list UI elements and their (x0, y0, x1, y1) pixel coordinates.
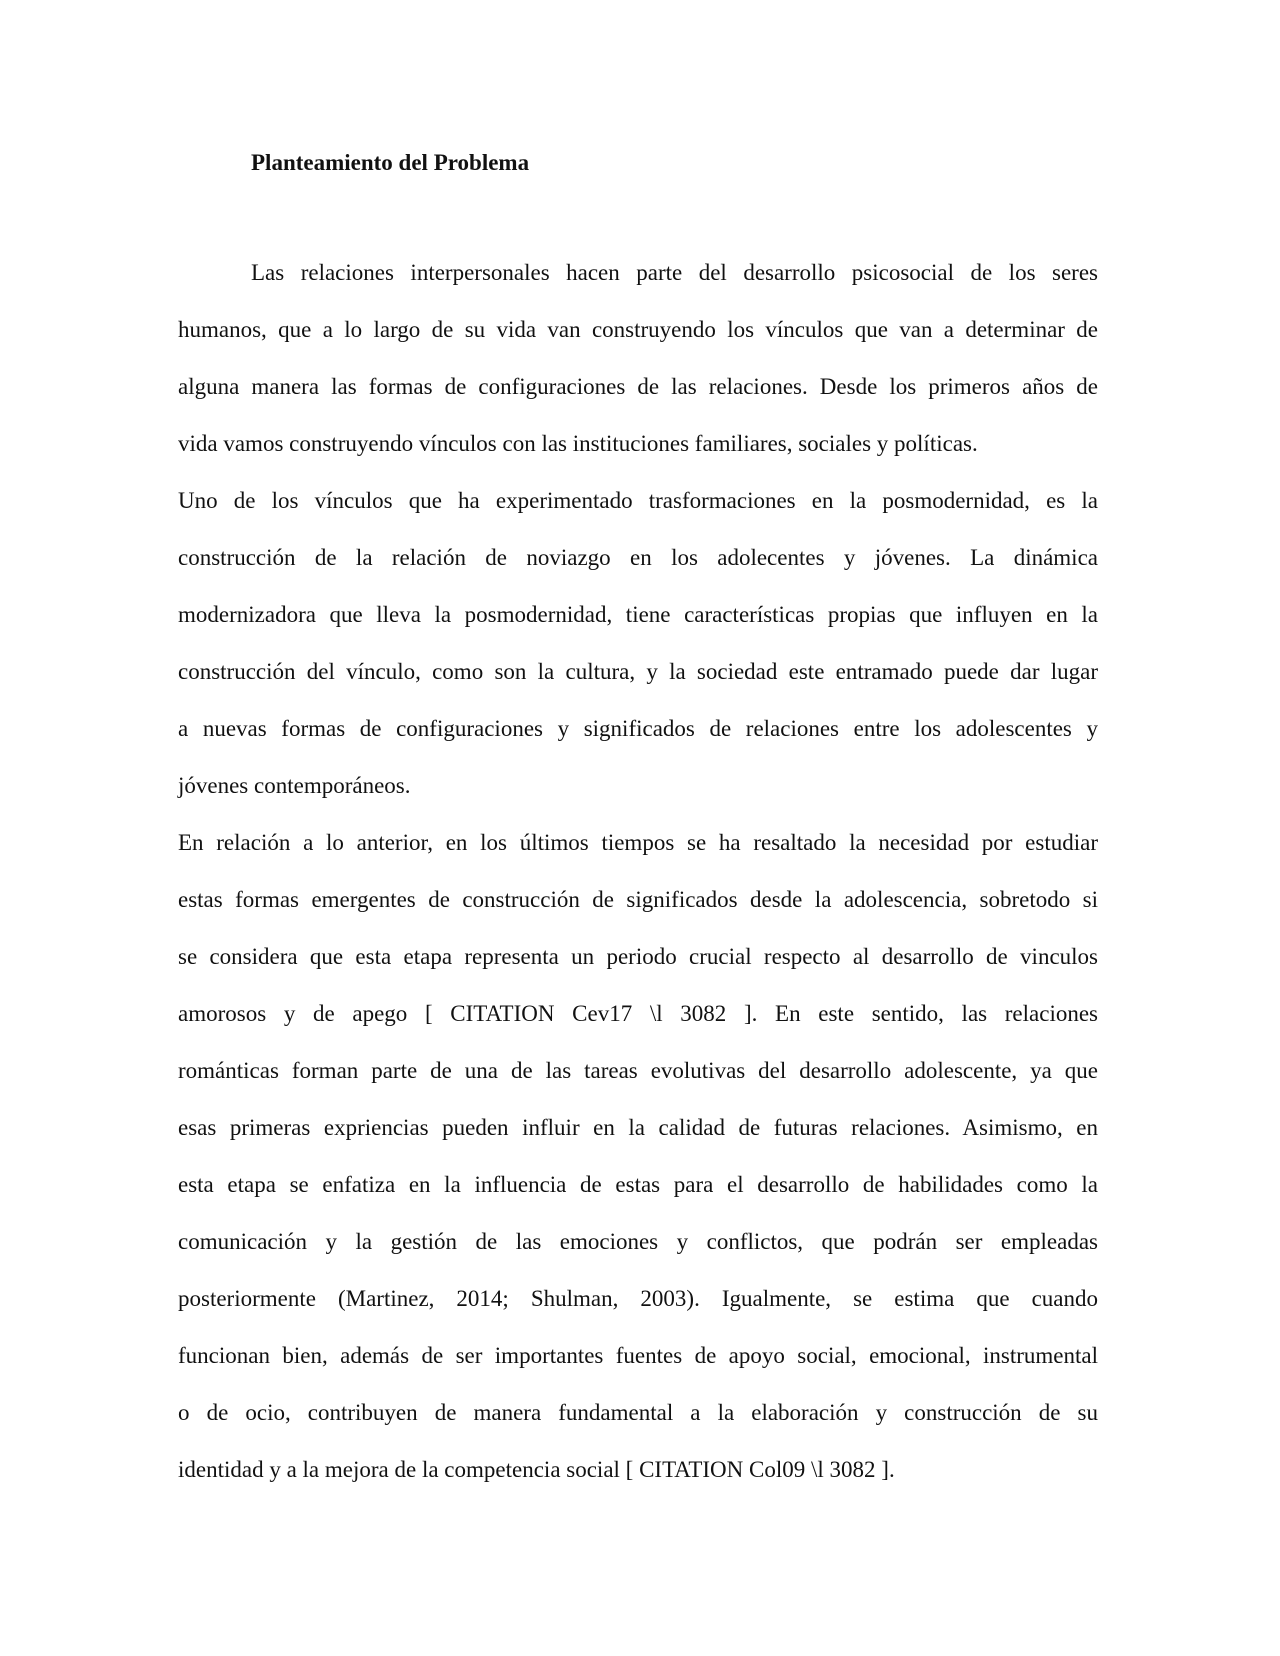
body-text-line: construcción de la relación de noviazgo en los adolecentes y jóvenes. La dinámica (178, 545, 1098, 570)
body-text-line: a nuevas formas de configuraciones y significados de relaciones entre los adolescentes y (178, 716, 1098, 741)
section-heading: Planteamiento del Problema (251, 150, 530, 175)
body-text-line: vida vamos construyendo vínculos con las instituciones familiares, sociales y políticas. (178, 431, 978, 456)
body-text-line: esas primeras expriencias pueden influir en la calidad de futuras relaciones. Asimismo, en (178, 1115, 1098, 1140)
body-text-line: construcción del vínculo, como son la cultura, y la sociedad este entramado puede dar lugar (178, 659, 1098, 684)
body-text-line: comunicación y la gestión de las emociones y conflictos, que podrán ser empleadas (178, 1229, 1098, 1254)
body-text-line: Las relaciones interpersonales hacen parte del desarrollo psicosocial de los seres (251, 260, 1098, 285)
body-text-line: posteriormente (Martinez, 2014; Shulman, 2003). Igualmente, se estima que cuando (178, 1286, 1098, 1311)
body-text-line: románticas forman parte de una de las tareas evolutivas del desarrollo adolescente, ya que (178, 1058, 1098, 1083)
body-text-line: amorosos y de apego [ CITATION Cev17 \l 3082 ]. En este sentido, las relaciones (178, 1001, 1098, 1026)
body-text-line: modernizadora que lleva la posmodernidad, tiene características propias que influyen en la (178, 602, 1098, 627)
body-text-line: funcionan bien, además de ser importantes fuentes de apoyo social, emocional, instrumental (178, 1343, 1098, 1368)
body-text-line: jóvenes contemporáneos. (178, 773, 411, 798)
body-text-line: En relación a lo anterior, en los últimos tiempos se ha resaltado la necesidad por estudiar (178, 830, 1098, 855)
body-text-line: o de ocio, contribuyen de manera fundamental a la elaboración y construcción de su (178, 1400, 1098, 1425)
body-text-line: identidad y a la mejora de la competencia social [ CITATION Col09 \l 3082 ]. (178, 1457, 895, 1482)
body-text-line: Uno de los vínculos que ha experimentado trasformaciones en la posmodernidad, es la (178, 488, 1098, 513)
body-text-line: humanos, que a lo largo de su vida van construyendo los vínculos que van a determinar de (178, 317, 1098, 342)
body-text-line: se considera que esta etapa representa un periodo crucial respecto al desarrollo de vinculos (178, 944, 1098, 969)
body-text-line: estas formas emergentes de construcción de significados desde la adolescencia, sobretodo si (178, 887, 1098, 912)
body-text-line: esta etapa se enfatiza en la influencia de estas para el desarrollo de habilidades como la (178, 1172, 1098, 1197)
body-text-line: alguna manera las formas de configuraciones de las relaciones. Desde los primeros años de (178, 374, 1098, 399)
